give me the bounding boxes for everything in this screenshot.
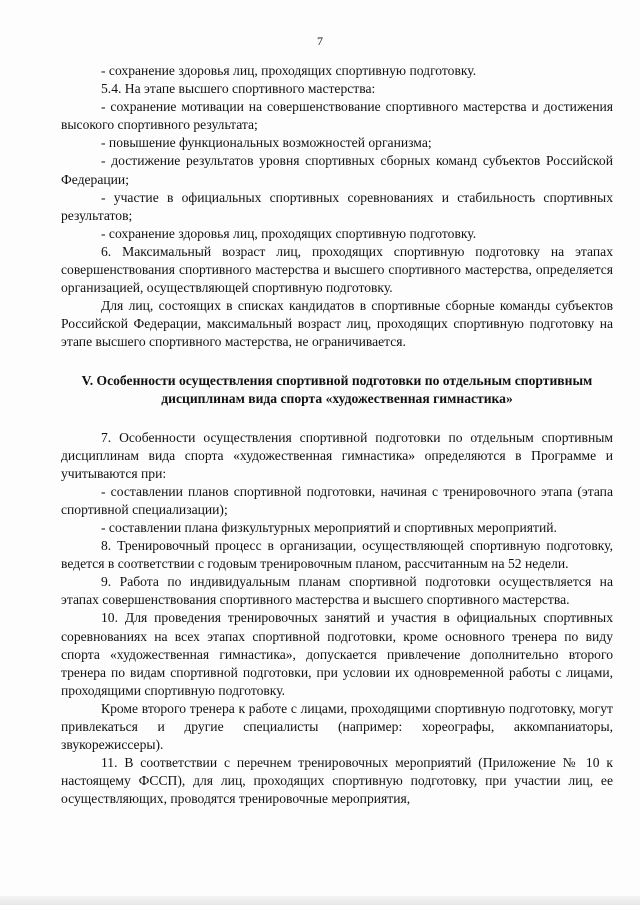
- paragraph: - составлении планов спортивной подготовки, начиная с тренировочного этапа (этапа спортивной специализации);: [61, 483, 613, 517]
- document-body: [61, 62, 613, 808]
- paragraph: - сохранение мотивации на совершенствование спортивного мастерства и достижения высокого спортивного результата;: [61, 99, 613, 133]
- paragraph: 7. Особенности осуществления спортивной подготовки по отдельным спортивным дисциплинам вида спорта «художественная гимнастика» определяются в Программе и учитываются при:: [61, 429, 613, 481]
- paragraph: 5.4. На этапе высшего спортивного мастерства:: [101, 81, 376, 97]
- paragraph: Для лиц, состоящих в списках кандидатов в спортивные сборные команды субъектов Российской Федерации, максимальный возраст лиц, проходящих спортивную подготовку на этапе высшего спортивного мастерства, не ограничивается.: [61, 298, 613, 350]
- paragraph: - сохранение здоровья лиц, проходящих спортивную подготовку.: [101, 225, 477, 241]
- paragraph: - сохранение здоровья лиц, проходящих спортивную подготовку.: [101, 63, 477, 78]
- paragraph: - составлении плана физкультурных мероприятий и спортивных мероприятий.: [101, 519, 557, 535]
- page-number: 7: [317, 34, 323, 48]
- paragraph: - повышение функциональных возможностей организма;: [101, 135, 432, 151]
- paragraph: 10. Для проведения тренировочных занятий и участия в официальных спортивных соревнованиях на всех этапах спортивной подготовки, кроме основного тренера по виду спорта «художественная гимнастика», допускается привлечение дополнительно второго тренера по видам спортивной подготовки, при условии их одновременной работы с лицами, проходящими спортивную подготовку.: [61, 610, 613, 698]
- paragraph: 11. В соответствии с перечнем тренировочных мероприятий (Приложение № 10 к настоящему ФССП), для лиц, проходящих спортивную подготовку, при участии лиц, ее осуществляющих, проводятся тренировочные мероприятия,: [61, 755, 613, 807]
- paragraph: 8. Тренировочный процесс в организации, осуществляющей спортивную подготовку, ведется в соответствии с годовым тренировочным планом, рассчитанным на 52 недели.: [61, 538, 613, 572]
- paragraph: 9. Работа по индивидуальным планам спортивной подготовки осуществляется на этапах совершенствования спортивного мастерства и высшего спортивного мастерства.: [61, 574, 613, 608]
- section-heading: V. Особенности осуществления спортивной подготовки по отдельным спортивным дисциплинам вида спорта «художественная гимнастика»: [81, 372, 593, 406]
- paragraph: - участие в официальных спортивных соревнованиях и стабильность спортивных результатов;: [61, 189, 613, 223]
- page-bottom-edge: [0, 896, 640, 905]
- paragraph: - достижение результатов уровня спортивных сборных команд субъектов Российской Федерации;: [61, 153, 613, 187]
- paragraph: 6. Максимальный возраст лиц, проходящих спортивную подготовку на этапах совершенствования спортивного мастерства и высшего спортивного мастерства, определяется организацией, осуществляющей спортивную подготовку.: [61, 243, 613, 296]
- paragraph: Кроме второго тренера к работе с лицами, проходящими спортивную подготовку, могут привлекаться и другие специалисты (например: хореографы, аккомпаниаторы, звукорежиссеры).: [61, 700, 613, 753]
